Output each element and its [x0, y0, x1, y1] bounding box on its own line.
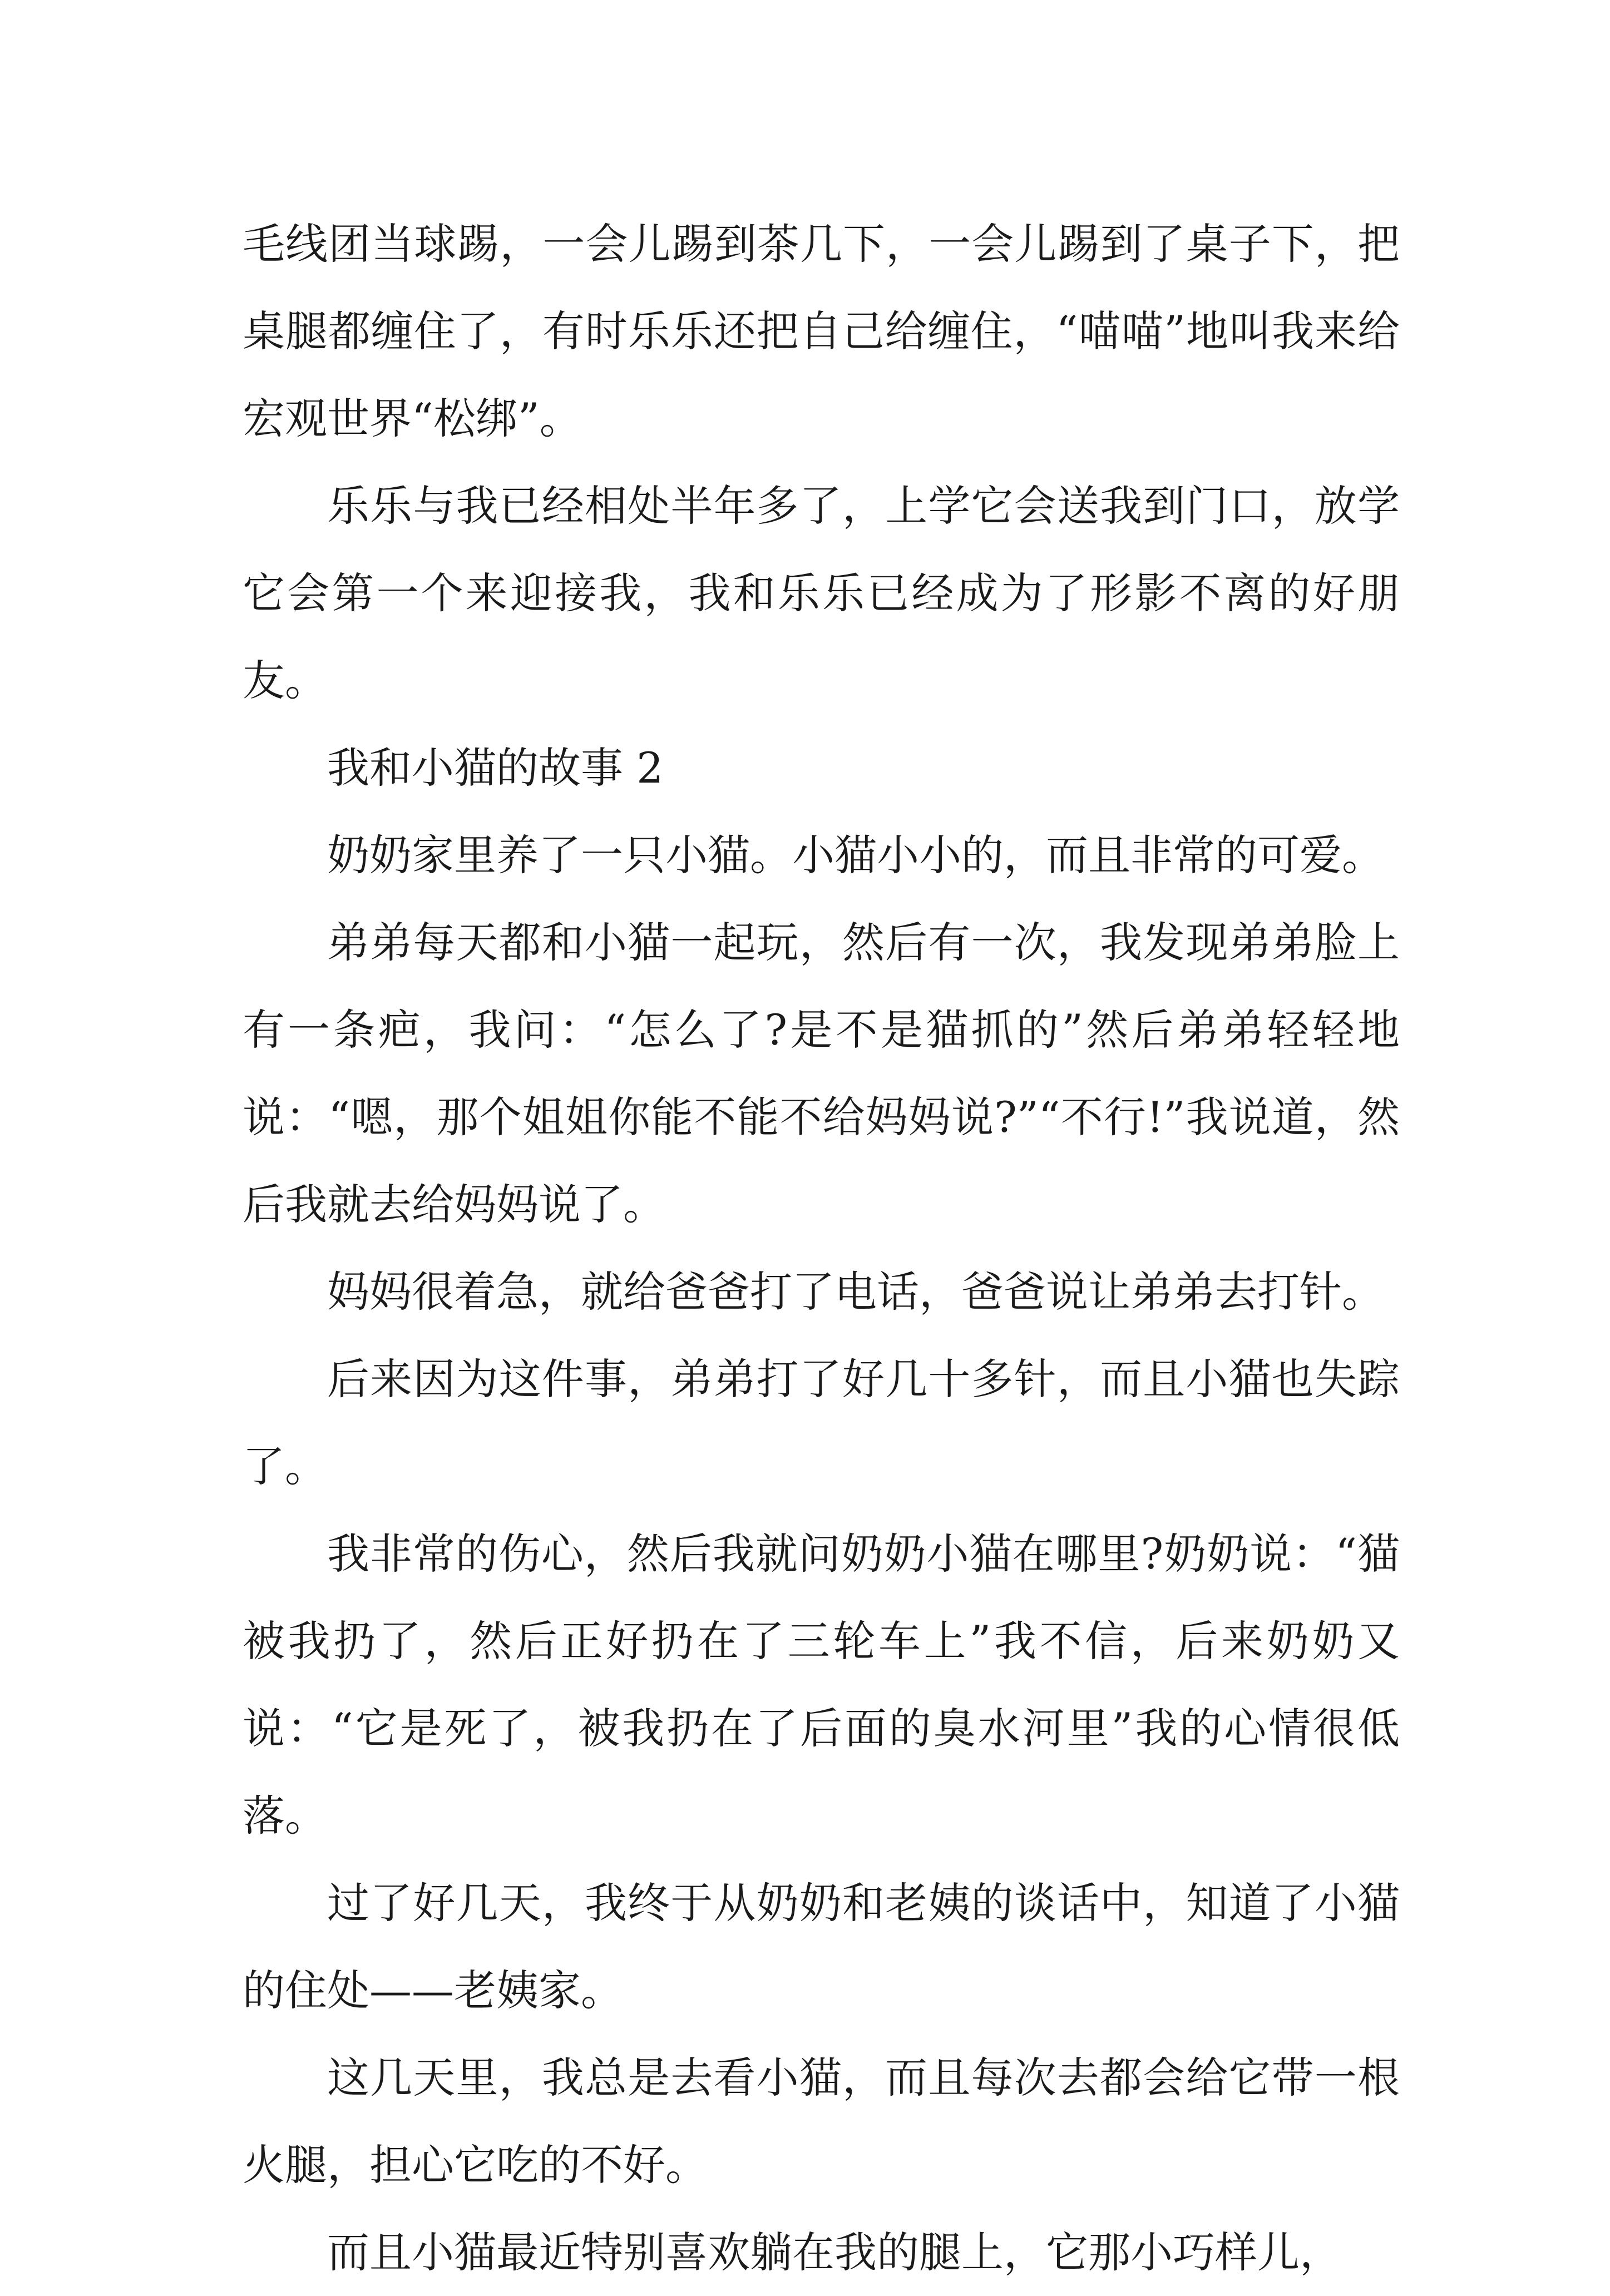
paragraph: 妈妈很着急，就给爸爸打了电话，爸爸说让弟弟去打针。 — [327, 1267, 1384, 1317]
paragraph: 乐乐与我已经相处半年多了，上学它会送我到门口，放学它会第一个来迎接我，我和乐乐已经成为了形影不离的好朋友。 — [243, 481, 1400, 705]
paragraph: 奶奶家里养了一只小猫。小猫小小的，而且非常的可爱。 — [327, 830, 1384, 880]
section-heading: 我和小猫的故事 2 — [327, 743, 664, 793]
body-text — [243, 200, 1400, 2296]
paragraph: 我非常的伤心，然后我就问奶奶小猫在哪里?奶奶说：“猫被我扔了，然后正好扔在了三轮车上”我不信，后来奶奶又说：“它是死了，被我扔在了后面的臭水河里”我的心情很低落。 — [243, 1529, 1400, 1840]
paragraph: 这几天里，我总是去看小猫，而且每次去都会给它带一根火腿，担心它吃的不好。 — [243, 2053, 1400, 2190]
paragraph: 而且小猫最近特别喜欢躺在我的腿上，它那小巧样儿， — [327, 2228, 1342, 2277]
paragraph: 后来因为这件事，弟弟打了好几十多针，而且小猫也失踪了。 — [243, 1354, 1400, 1491]
paragraph: 弟弟每天都和小猫一起玩，然后有一次，我发现弟弟脸上有一条疤，我问：“怎么了?是不是猫抓的”然后弟弟轻轻地说：“嗯，那个姐姐你能不能不给妈妈说?”“不行!”我说道，然后我就去给妈妈说了。 — [243, 918, 1400, 1229]
paragraph: 过了好几天，我终于从奶奶和老姨的谈话中，知道了小猫的住处——老姨家。 — [243, 1878, 1400, 2015]
paragraph: 毛线团当球踢，一会儿踢到茶几下，一会儿踢到了桌子下，把桌腿都缠住了，有时乐乐还把自己给缠住，“喵喵”地叫我来给宏观世界“松绑”。 — [243, 219, 1400, 443]
